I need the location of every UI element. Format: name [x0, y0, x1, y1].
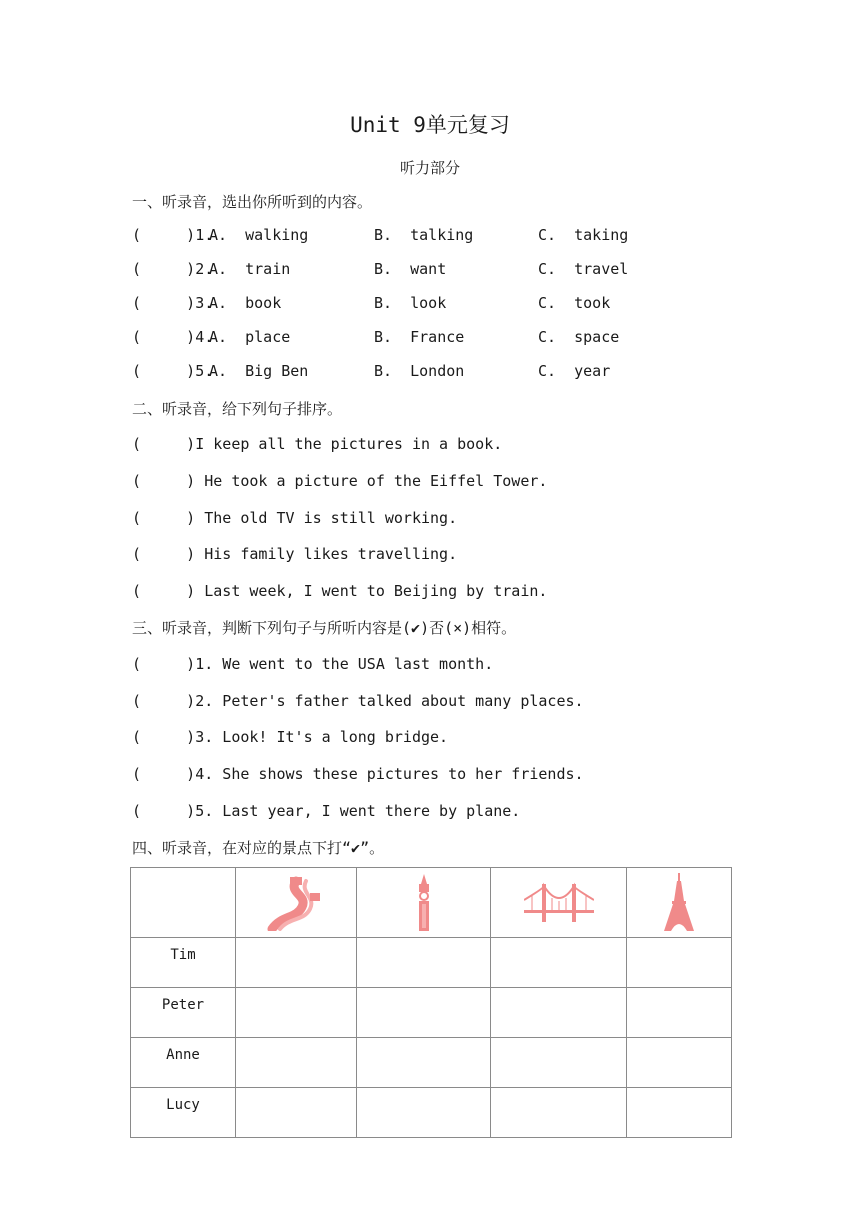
- landmark-table: [130, 867, 732, 1138]
- big-ben-icon: [414, 874, 434, 932]
- answer-cell[interactable]: [357, 1088, 491, 1138]
- question-4-option-c: C. space: [538, 328, 620, 346]
- answer-cell[interactable]: [627, 938, 732, 988]
- answer-cell[interactable]: [627, 1088, 732, 1138]
- question-5-number: ( )5.: [132, 362, 214, 380]
- table-header-row: [131, 868, 732, 938]
- answer-cell[interactable]: [236, 938, 357, 988]
- judge-sentence-1: ( )1. We went to the USA last month.: [132, 655, 494, 673]
- eiffel-tower-icon: [662, 873, 696, 933]
- judge-sentence-5: ( )5. Last year, I went there by plane.: [132, 802, 521, 820]
- section-2-heading: 二、听录音，给下列句子排序。: [132, 400, 343, 418]
- question-3-number: ( )3.: [132, 294, 214, 312]
- question-1-option-a: A. walking: [209, 226, 309, 244]
- ordering-sentence-3: ( ) The old TV is still working.: [132, 509, 458, 527]
- answer-cell[interactable]: [357, 938, 491, 988]
- student-name-lucy: Lucy: [131, 1088, 236, 1138]
- section-4-heading: 四、听录音，在对应的景点下打“✔”。: [132, 839, 385, 857]
- section-1-heading: 一、听录音，选出你所听到的内容。: [132, 193, 373, 211]
- question-2-option-c: C. travel: [538, 260, 629, 278]
- golden-gate-bridge-icon: [524, 880, 594, 926]
- student-name-anne: Anne: [131, 1038, 236, 1088]
- student-name-tim: Tim: [131, 938, 236, 988]
- answer-cell[interactable]: [236, 1088, 357, 1138]
- answer-cell[interactable]: [491, 1038, 627, 1088]
- table-row: [131, 1088, 732, 1138]
- table-corner-cell: [131, 868, 236, 938]
- answer-cell[interactable]: [236, 988, 357, 1038]
- question-5-option-c: C. year: [538, 362, 611, 380]
- question-3-option-a: A. book: [209, 294, 282, 312]
- great-wall-icon: [266, 875, 326, 931]
- question-4-option-b: B. France: [374, 328, 465, 346]
- answer-cell[interactable]: [627, 988, 732, 1038]
- answer-cell[interactable]: [491, 938, 627, 988]
- question-5-option-a: A. Big Ben: [209, 362, 309, 380]
- answer-cell[interactable]: [491, 988, 627, 1038]
- question-2-number: ( )2.: [132, 260, 214, 278]
- ordering-sentence-1: ( )I keep all the pictures in a book.: [132, 435, 503, 453]
- judge-sentence-4: ( )4. She shows these pictures to her friends.: [132, 765, 584, 783]
- great-wall-cell: [236, 868, 357, 938]
- ordering-sentence-5: ( ) Last week, I went to Beijing by train.: [132, 582, 548, 600]
- page-subtitle: 听力部分: [399, 159, 460, 177]
- answer-cell[interactable]: [357, 988, 491, 1038]
- answer-cell[interactable]: [627, 1038, 732, 1088]
- question-1-option-c: C. taking: [538, 226, 629, 244]
- table-row: [131, 988, 732, 1038]
- page-title: Unit 9单元复习: [350, 113, 510, 137]
- ordering-sentence-2: ( ) He took a picture of the Eiffel Tower.: [132, 472, 548, 490]
- question-1-number: ( )1.: [132, 226, 214, 244]
- student-name-peter: Peter: [131, 988, 236, 1038]
- question-2-option-a: A. train: [209, 260, 291, 278]
- table-row: [131, 938, 732, 988]
- ordering-sentence-4: ( ) His family likes travelling.: [132, 545, 458, 563]
- answer-cell[interactable]: [236, 1038, 357, 1088]
- judge-sentence-2: ( )2. Peter's father talked about many places.: [132, 692, 584, 710]
- golden-gate-bridge-cell: [491, 868, 627, 938]
- judge-sentence-3: ( )3. Look! It's a long bridge.: [132, 728, 449, 746]
- section-3-heading: 三、听录音，判断下列句子与所听内容是(✔)否(×)相符。: [132, 619, 517, 637]
- answer-cell[interactable]: [491, 1088, 627, 1138]
- question-1-option-b: B. talking: [374, 226, 474, 244]
- answer-cell[interactable]: [357, 1038, 491, 1088]
- question-3-option-c: C. took: [538, 294, 611, 312]
- table-row: [131, 1038, 732, 1088]
- big-ben-cell: [357, 868, 491, 938]
- eiffel-tower-cell: [627, 868, 732, 938]
- question-2-option-b: B. want: [374, 260, 447, 278]
- question-5-option-b: B. London: [374, 362, 465, 380]
- question-3-option-b: B. look: [374, 294, 447, 312]
- question-4-option-a: A. place: [209, 328, 291, 346]
- question-4-number: ( )4.: [132, 328, 214, 346]
